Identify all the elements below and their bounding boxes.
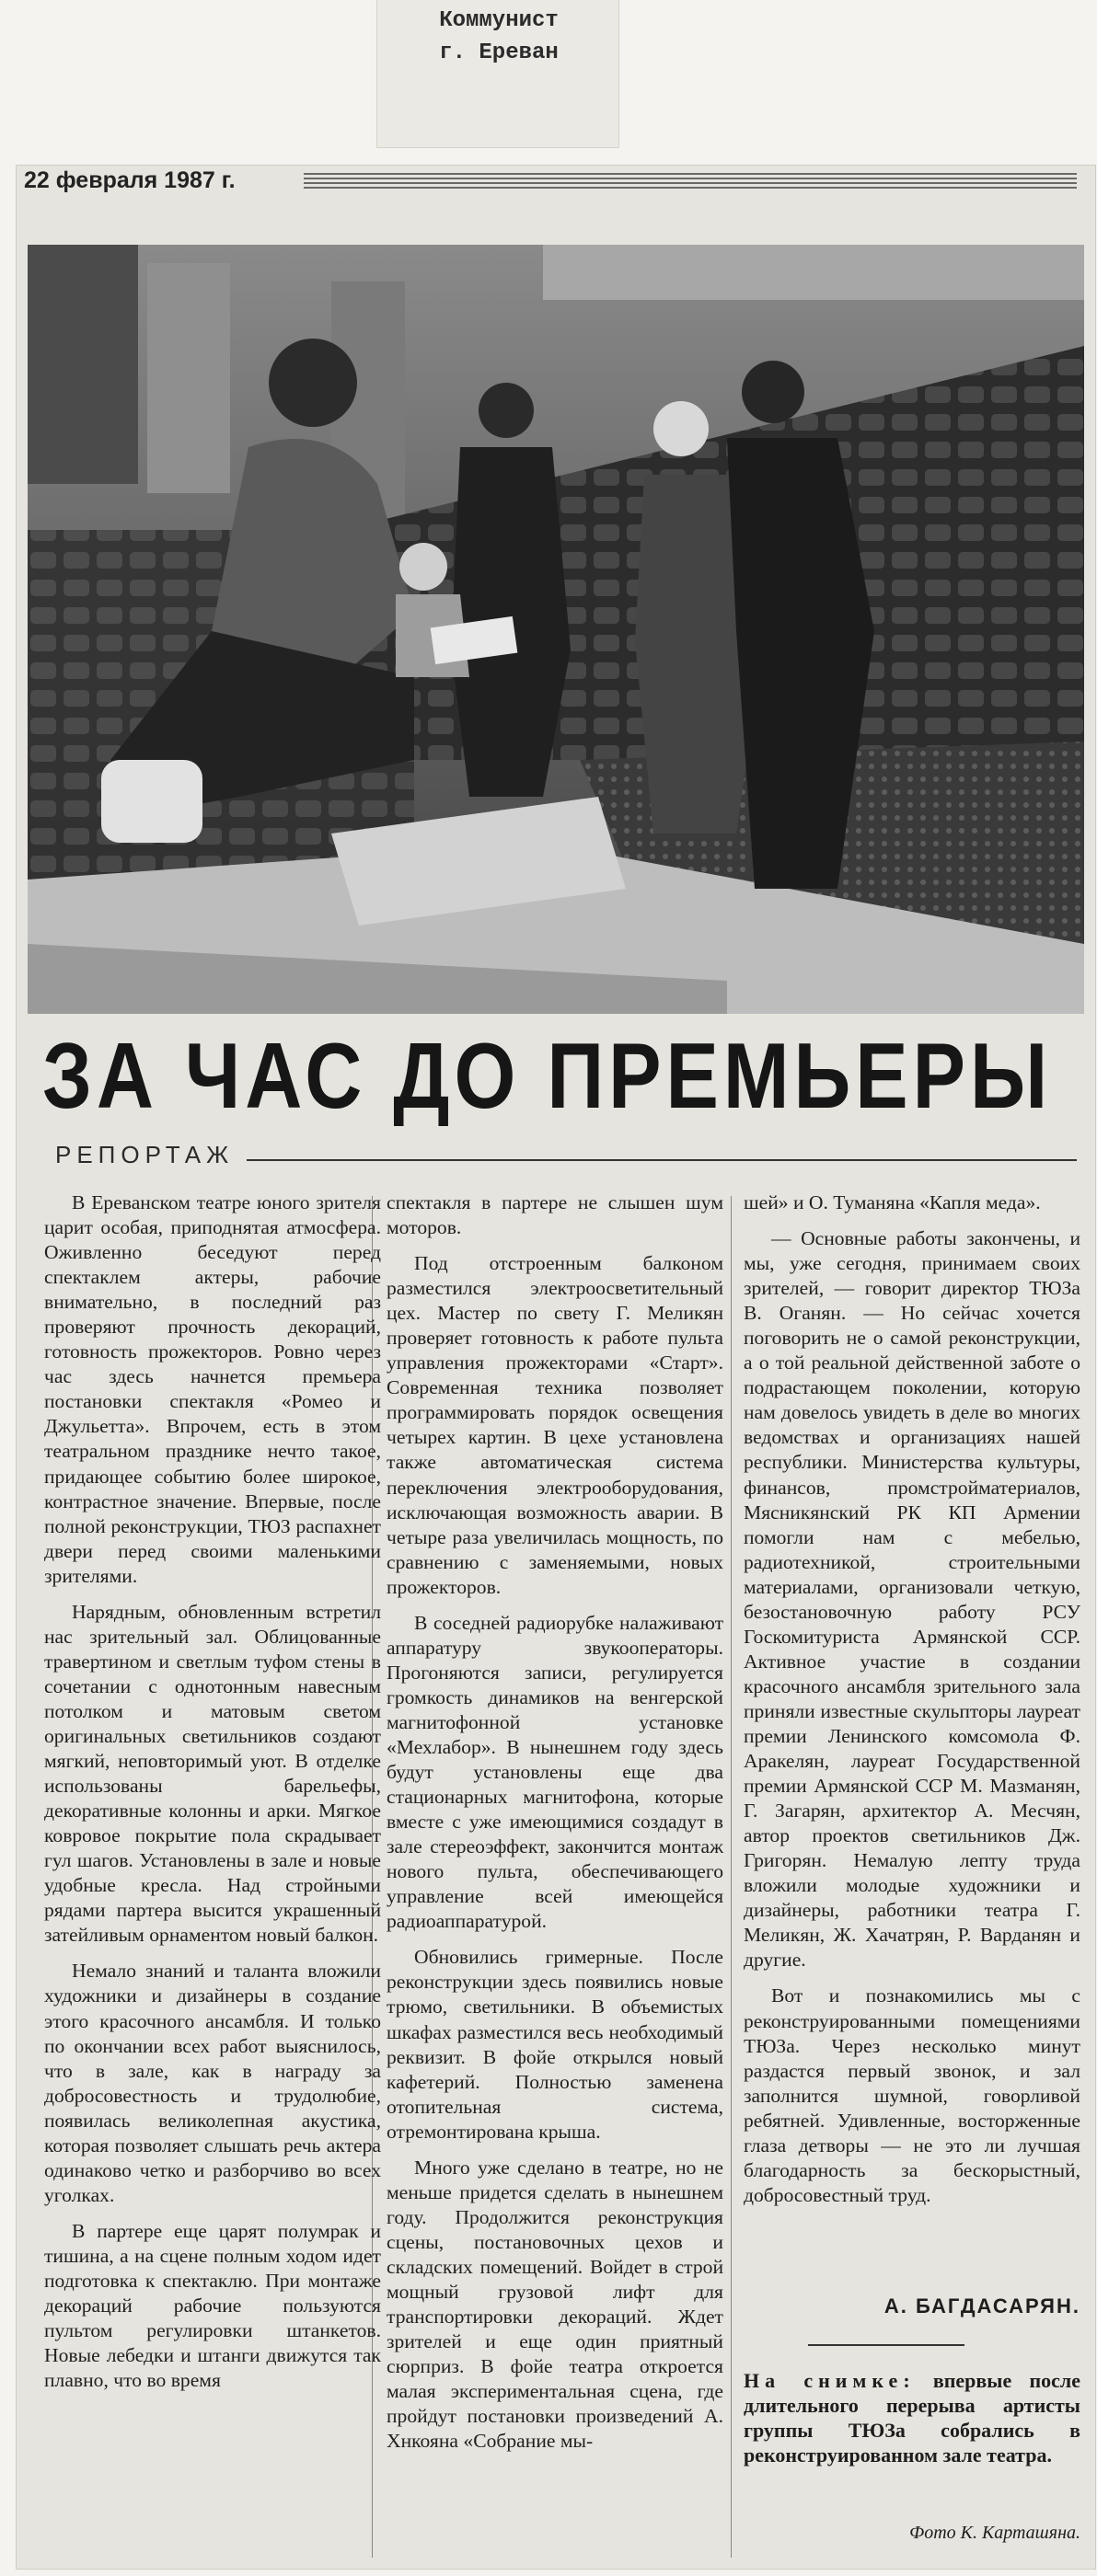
paragraph: В Ереванском театре юного зрителя царит особая, приподнятая атмосфера. Оживленно беседуют перед спектаклем актеры, рабочие внимательно, в последний раз проверяют прочность декораций, готовность прожекторов. Ровно через час здесь начнется премьера постановки спектакля «Ромео и Джульетта». Впрочем, есть в этом театральном празднике нечто такое, придающее событию более широкое, контрастное значение. Впервые, после полной реконструкции, ТЮЗ распахнет двери перед своими маленькими зрителями. [44,1191,381,1587]
paragraph: Много уже сделано в театре, но не меньше придется сделать в нынешнем году. Продолжится реконструкция сцены, постановочных цехов и складских помещений. Войдет в строй мощный грузовой лифт для транспортировки декораций. Ждет зрителей и еще один приятный сюрприз. В фойе театра откроется малая экспериментальная сцена, где пройдут постановки произведений А. Хнкояна «Собрание мы- [387,2156,723,2453]
author-signature: А. БАГДАСАРЯН. [883,2294,1080,2317]
header-hatch-rule [304,173,1077,191]
stamp-city: г. Ереван [439,40,559,65]
paragraph: Обновились гримерные. После реконструкции здесь появились новые трюмо, светильники. В объемистых шкафах разместился весь необходимый реквизит. В фойе открылся новый кафетерий. Полностью заменена отопительная система, отремонтирована крыша. [387,1946,723,2143]
article-headline: ЗА ЧАС ДО ПРЕМЬЕРЫ [42,1024,1053,1129]
photo-credit: Фото К. Карташяна. [909,2523,1080,2543]
paragraph: Под отстроенным балконом разместился электроосветительный цех. Мастер по свету Г. Меликян проверяет готовность к работе пульта управления прожекторами «Старт». Современная техника позволяет программировать порядок освещения четырех картин. В цехе установлена также автоматическая система переключения электрооборудования, исключающая возможность аварии. В четыре раза увеличилась мощность, по сравнению с заменяемыми, новых прожекторов. [387,1252,723,1598]
caption-text: впервые после длительного перерыва артисты группы ТЮЗа собрались в реконструированном зале театра. [744,2369,1080,2467]
theatre-photo [28,245,1084,1014]
paragraph: Нарядным, обновленным встретил нас зрительный зал. Облицованные травертином и светлым туфом стены в сочетании с однотонным навесным потолком и матовым светом оригинальных светильников создают мягкий, неповторимый уют. В отделке использованы барельефы, декоративные колонны и арки. Мягкое ковровое покрытие пола скрадывает гул шагов. Установлены в зале и новые удобные кресла. Над стройными рядами партера высится украшенный затейливым орнаментом новый балкон. [44,1600,381,1947]
paragraph: Вот и познакомились мы с реконструированными помещениями ТЮЗа. Через несколько минут раздастся первый звонок, и зал заполнится шумной, говорливой ребятней. Удивленные, восторженные глаза детворы — не это ли лучшая благодарность за бескорыстный, добросовестный труд. [744,1984,1080,2206]
stamp-newspaper-name: Коммунист [439,8,559,33]
caption-lead: На снимке: [744,2369,916,2392]
column-divider [731,1196,732,2558]
archive-stamp [401,6,596,70]
photo-caption [744,2368,1080,2467]
photo-illustration [28,245,1084,1014]
paragraph: спектакля в партере не слышен шум моторов. [387,1191,723,1239]
signature-rule [808,2344,964,2346]
paragraph: Немало знаний и таланта вложили художники и дизайнеры в создание этого красочного ансамбля. И только по окончании всех работ выяснилось, что в зале, как в награду за добросовестность и трудолюбие, появилась великолепная акустика, которая позволяет слышать речь актера одинаково четко и разборчиво во всех уголках. [44,1960,381,2206]
article-column-3 [744,1190,1080,2219]
article-column-2 [387,1190,723,2465]
article-column-1 [44,1190,381,2404]
paragraph: — Основные работы закончены, и мы, уже сегодня, принимаем своих зрителей, — говорит директор ТЮЗа В. Оганян. — Но сейчас хочется поговорить не о самой реконструкции, а о той реальной действенной заботе о подрастающем поколении, которую нам довелось увидеть в деле во многих ведомствах и организациях нашей республики. Министерства культуры, финансов, промстройматериалов, Мясникянский РК КП Армении помогли нам с мебелью, радиотехникой, строительными материалами, организовали четкую, безостановочную работу РСУ Госкомитуриста Армянской ССР. Активное участие в создании красочного ансамбля зрительного зала приняли известные скульпторы лауреат премии Ленинского комсомола Ф. Аракелян, лауреат Государственной премии Армянской ССР М. Мазманян, Г. Загарян, архитектор А. Месчян, автор проектов светильников Дж. Григорян. Немалую лепту труда вложили молодые художники и дизайнеры, работники театра Г. Меликян, Ж. Хачатрян, Р. Варданян и другие. [744,1227,1080,1972]
paragraph: шей» и О. Туманяна «Капля меда». [744,1191,1041,1213]
paragraph: В партере еще царят полумрак и тишина, а на сцене полным ходом идет подготовка к спектаклю. При монтаже декораций рабочие пользуются пультом регулировки штанкетов. Новые лебедки и штанги движутся так плавно, что во время [44,2219,381,2392]
paragraph: В соседней радиорубке налаживают аппаратуру звукооператоры. Прогоняются записи, регулируется громкость динамиков на венгерской магнитофонной установке «Мехлабор». В нынешнем году здесь будут установлены еще два стационарных магнитофона, которые вместе с уже имеющимися создадут в зале стереоэффект, закончится монтаж нового пульта, обеспечивающего управление всей имеющейся радиоаппаратурой. [387,1611,723,1933]
article-rubric: РЕПОРТАЖ [55,1141,247,1169]
publication-date: 22 февраля 1987 г. [24,167,236,193]
